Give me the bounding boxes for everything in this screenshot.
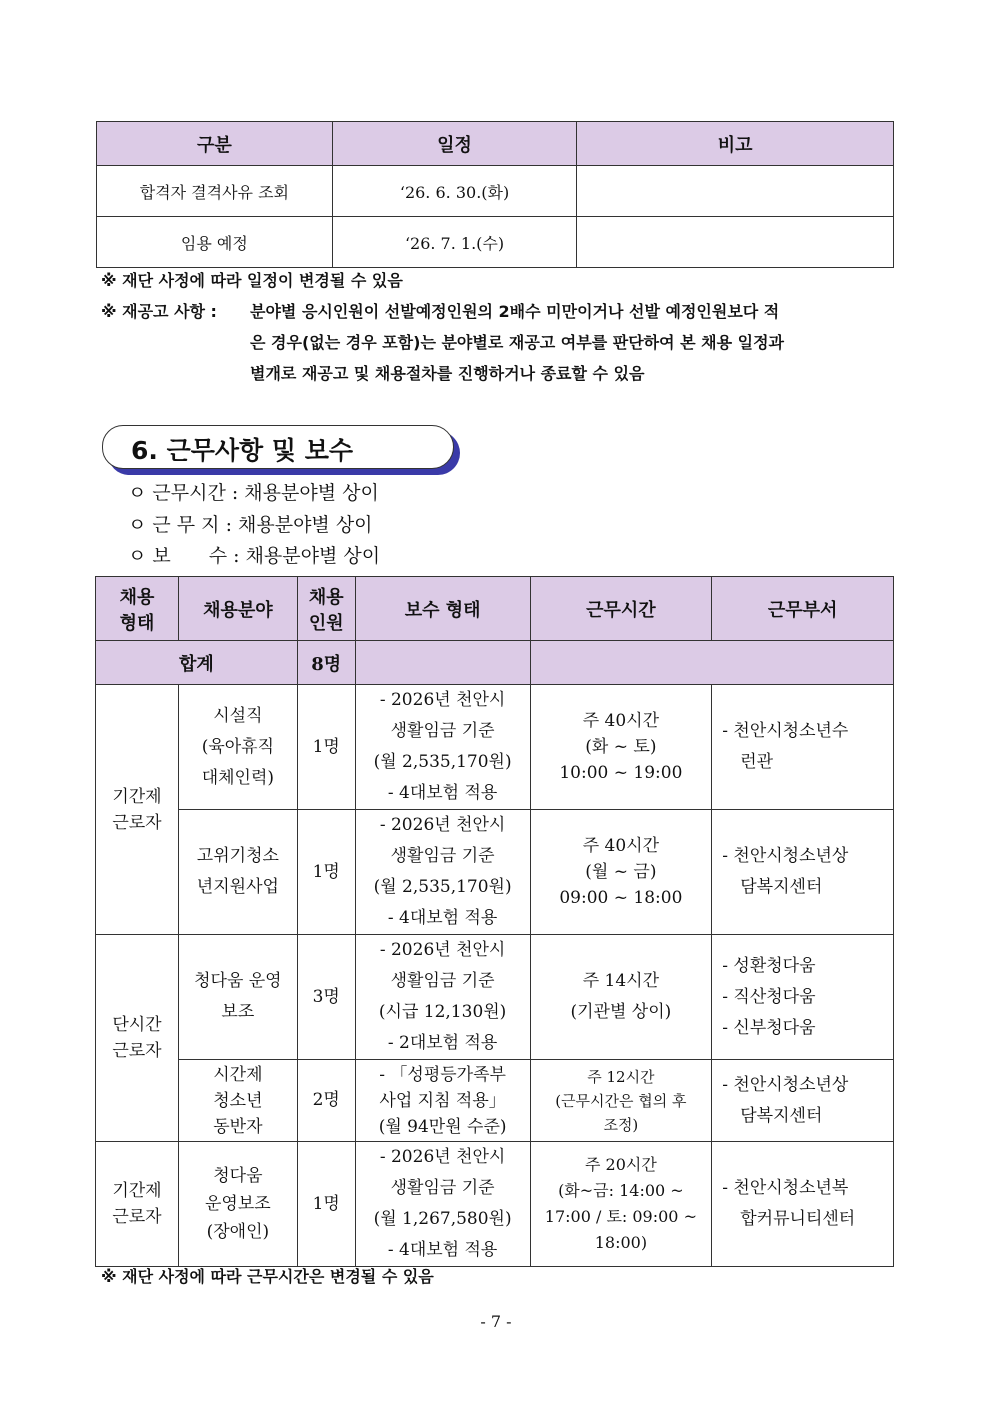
field-cell — [178, 935, 297, 1060]
hours-cell — [530, 685, 712, 810]
dept-cell — [712, 685, 894, 810]
schedule-date: ‘26. 7. 1.(수) — [332, 217, 577, 268]
work-header-row — [96, 577, 894, 641]
field-line: 시설직 — [213, 705, 263, 726]
schedule-category: 합격자 결격사유 조회 — [97, 166, 333, 217]
bullet-work-place: ㅇ 근 무 지 : 채용분야별 상이 — [128, 514, 373, 536]
hours-cell — [530, 1142, 712, 1267]
schedule-date: ‘26. 6. 30.(화) — [332, 166, 577, 217]
header-date: 일정 — [332, 122, 577, 166]
hours-line: 주 20시간 — [584, 1155, 657, 1174]
hours-line: 주 40시간 — [582, 711, 660, 731]
header-note: 비고 — [577, 122, 894, 166]
pay-line: - 2026년 천안시 — [379, 815, 506, 835]
field-line: 년지원사업 — [196, 877, 279, 897]
hours-line: 10:00 ~ 19:00 — [559, 763, 683, 783]
section-title: 6. 근무사항 및 보수 — [131, 436, 354, 465]
header-field: 채용분야 — [178, 577, 297, 641]
dept-line: - 천안시청소년복 — [722, 1178, 849, 1198]
count-cell: 1명 — [297, 685, 355, 810]
table-row — [96, 685, 894, 810]
field-line: 청다움 — [213, 1166, 263, 1186]
dept-line: 담복지센터 — [740, 877, 823, 897]
schedule-category: 임용 예정 — [97, 217, 333, 268]
pay-line: - 2대보험 적용 — [387, 1033, 498, 1053]
bullet-pay: ㅇ 보 수 : 채용분야별 상이 — [128, 545, 381, 567]
reannounce-note-line: 은 경우(없는 경우 포함)는 분야별로 재공고 여부를 판단하여 본 채용 일정과 — [250, 333, 785, 352]
total-label: 합계 — [96, 641, 298, 685]
header-category: 구분 — [97, 122, 333, 166]
pay-line: 생활임금 기준 — [390, 721, 495, 741]
total-blank — [530, 641, 893, 685]
field-line: 청다움 운영 — [194, 971, 282, 991]
hours-line: 09:00 ~ 18:00 — [559, 888, 683, 908]
pay-cell — [355, 935, 530, 1060]
total-count: 8명 — [297, 641, 355, 685]
dept-cell — [712, 1060, 894, 1142]
field-line: 동반자 — [213, 1116, 263, 1137]
pay-line: - 2026년 천안시 — [379, 690, 506, 710]
pay-line: (월 1,267,580원) — [373, 1209, 512, 1229]
reannounce-note-prefix: ※ 재공고 사항 : — [101, 302, 217, 321]
field-line: (육아휴직 — [201, 736, 275, 757]
hours-line: 17:00 / 토: 09:00 ~ — [544, 1207, 697, 1226]
field-line: 대체인력) — [201, 767, 275, 788]
field-line: 보조 — [221, 1002, 255, 1022]
field-cell — [178, 1142, 297, 1267]
employment-type-label: 단시간 근로자 — [112, 1015, 162, 1061]
hours-line: (월 ~ 금) — [585, 862, 657, 882]
hours-line: (근무시간은 협의 후 — [555, 1091, 687, 1110]
table-row — [96, 1142, 894, 1267]
dept-line: - 천안시청소년수 — [722, 721, 849, 741]
field-line: 시간제 — [213, 1064, 263, 1085]
header-hours: 근무시간 — [530, 577, 712, 641]
header-count — [297, 577, 355, 641]
hours-line: 주 14시간 — [582, 971, 660, 991]
hours-line: 주 12시간 — [587, 1067, 655, 1086]
pay-line: (시급 12,130원) — [378, 1002, 507, 1022]
schedule-note — [577, 217, 894, 268]
pay-line: 생활임금 기준 — [390, 971, 495, 991]
dept-line: - 성환청다움 — [722, 955, 816, 976]
bullet-work-hours: ㅇ 근무시간 : 채용분야별 상이 — [128, 482, 379, 504]
pay-line: 생활임금 기준 — [390, 846, 495, 866]
pay-line: - 4대보험 적용 — [387, 1240, 498, 1260]
dept-cell — [712, 810, 894, 935]
field-cell — [178, 685, 297, 810]
dept-line: - 천안시청소년상 — [722, 1074, 849, 1095]
work-hours-change-note: ※ 재단 사정에 따라 근무시간은 변경될 수 있음 — [101, 1267, 434, 1286]
reannounce-note-line: 분야별 응시인원이 선발예정인원의 2배수 미만이거나 선발 예정인원보다 적 — [250, 302, 780, 321]
employment-type-label: 기간제 근로자 — [112, 1181, 162, 1227]
pay-cell — [355, 810, 530, 935]
pay-line: - 4대보험 적용 — [387, 908, 498, 928]
employment-type — [96, 1142, 179, 1267]
schedule-note — [577, 166, 894, 217]
pay-cell — [355, 685, 530, 810]
pay-line: 사업 지침 적용」 — [379, 1090, 506, 1111]
field-line: (장애인) — [206, 1222, 270, 1242]
pay-cell — [355, 1060, 530, 1142]
field-line: 청소년 — [213, 1090, 263, 1111]
table-row — [97, 166, 894, 217]
employment-type — [96, 685, 179, 935]
schedule-note-change: ※ 재단 사정에 따라 일정이 변경될 수 있음 — [101, 271, 403, 290]
table-row — [96, 810, 894, 935]
pay-line: - 「성평등가족부 — [379, 1064, 506, 1085]
dept-line: 합커뮤니티센터 — [740, 1209, 856, 1229]
header-type-line: 형태 — [119, 612, 155, 634]
hours-line: (화 ~ 토) — [585, 737, 657, 757]
dept-line: - 직산청다움 — [722, 986, 816, 1007]
header-count-line: 채용 — [308, 586, 344, 608]
section-title-box — [102, 425, 454, 469]
hours-cell — [530, 1060, 712, 1142]
dept-line: 담복지센터 — [740, 1105, 823, 1126]
table-row — [96, 1060, 894, 1142]
dept-line: - 천안시청소년상 — [722, 846, 849, 866]
field-line: 고위기청소 — [196, 846, 279, 866]
pay-line: - 2026년 천안시 — [379, 940, 506, 960]
count-cell: 3명 — [297, 935, 355, 1060]
dept-cell — [712, 935, 894, 1060]
total-row — [96, 641, 894, 685]
schedule-table — [96, 121, 894, 268]
employment-type — [96, 935, 179, 1142]
page-number: - 7 - — [480, 1312, 512, 1331]
field-cell — [178, 810, 297, 935]
table-row — [96, 935, 894, 1060]
header-type — [96, 577, 179, 641]
hours-cell — [530, 935, 712, 1060]
dept-cell — [712, 1142, 894, 1267]
field-cell — [178, 1060, 297, 1142]
total-blank — [355, 641, 530, 685]
header-dept: 근무부서 — [712, 577, 894, 641]
employment-type-label: 기간제 근로자 — [112, 786, 162, 833]
dept-line: 런관 — [740, 752, 774, 772]
pay-line: - 4대보험 적용 — [387, 783, 498, 803]
pay-cell — [355, 1142, 530, 1267]
dept-line: - 신부청다움 — [722, 1017, 816, 1038]
field-line: 운영보조 — [205, 1194, 271, 1214]
pay-line: (월 94만원 수준) — [378, 1116, 507, 1137]
header-pay: 보수 형태 — [355, 577, 530, 641]
work-table — [95, 576, 894, 1267]
pay-line: (월 2,535,170원) — [373, 752, 512, 772]
pay-line: 생활임금 기준 — [390, 1178, 495, 1198]
hours-line: (기관별 상이) — [570, 1002, 672, 1022]
hours-cell — [530, 810, 712, 935]
header-count-line: 인원 — [308, 612, 344, 634]
hours-line: 주 40시간 — [582, 836, 660, 856]
schedule-header-row — [97, 122, 894, 166]
pay-line: - 2026년 천안시 — [379, 1147, 506, 1167]
hours-line: (화~금: 14:00 ~ — [558, 1181, 684, 1200]
table-row — [97, 217, 894, 268]
hours-line: 조정) — [603, 1115, 639, 1134]
pay-line: (월 2,535,170원) — [373, 877, 512, 897]
count-cell: 1명 — [297, 810, 355, 935]
hours-line: 18:00) — [594, 1233, 648, 1252]
count-cell: 1명 — [297, 1142, 355, 1267]
reannounce-note-line: 별개로 재공고 및 채용절차를 진행하거나 종료할 수 있음 — [250, 364, 645, 383]
count-cell: 2명 — [297, 1060, 355, 1142]
header-type-line: 채용 — [119, 586, 155, 608]
